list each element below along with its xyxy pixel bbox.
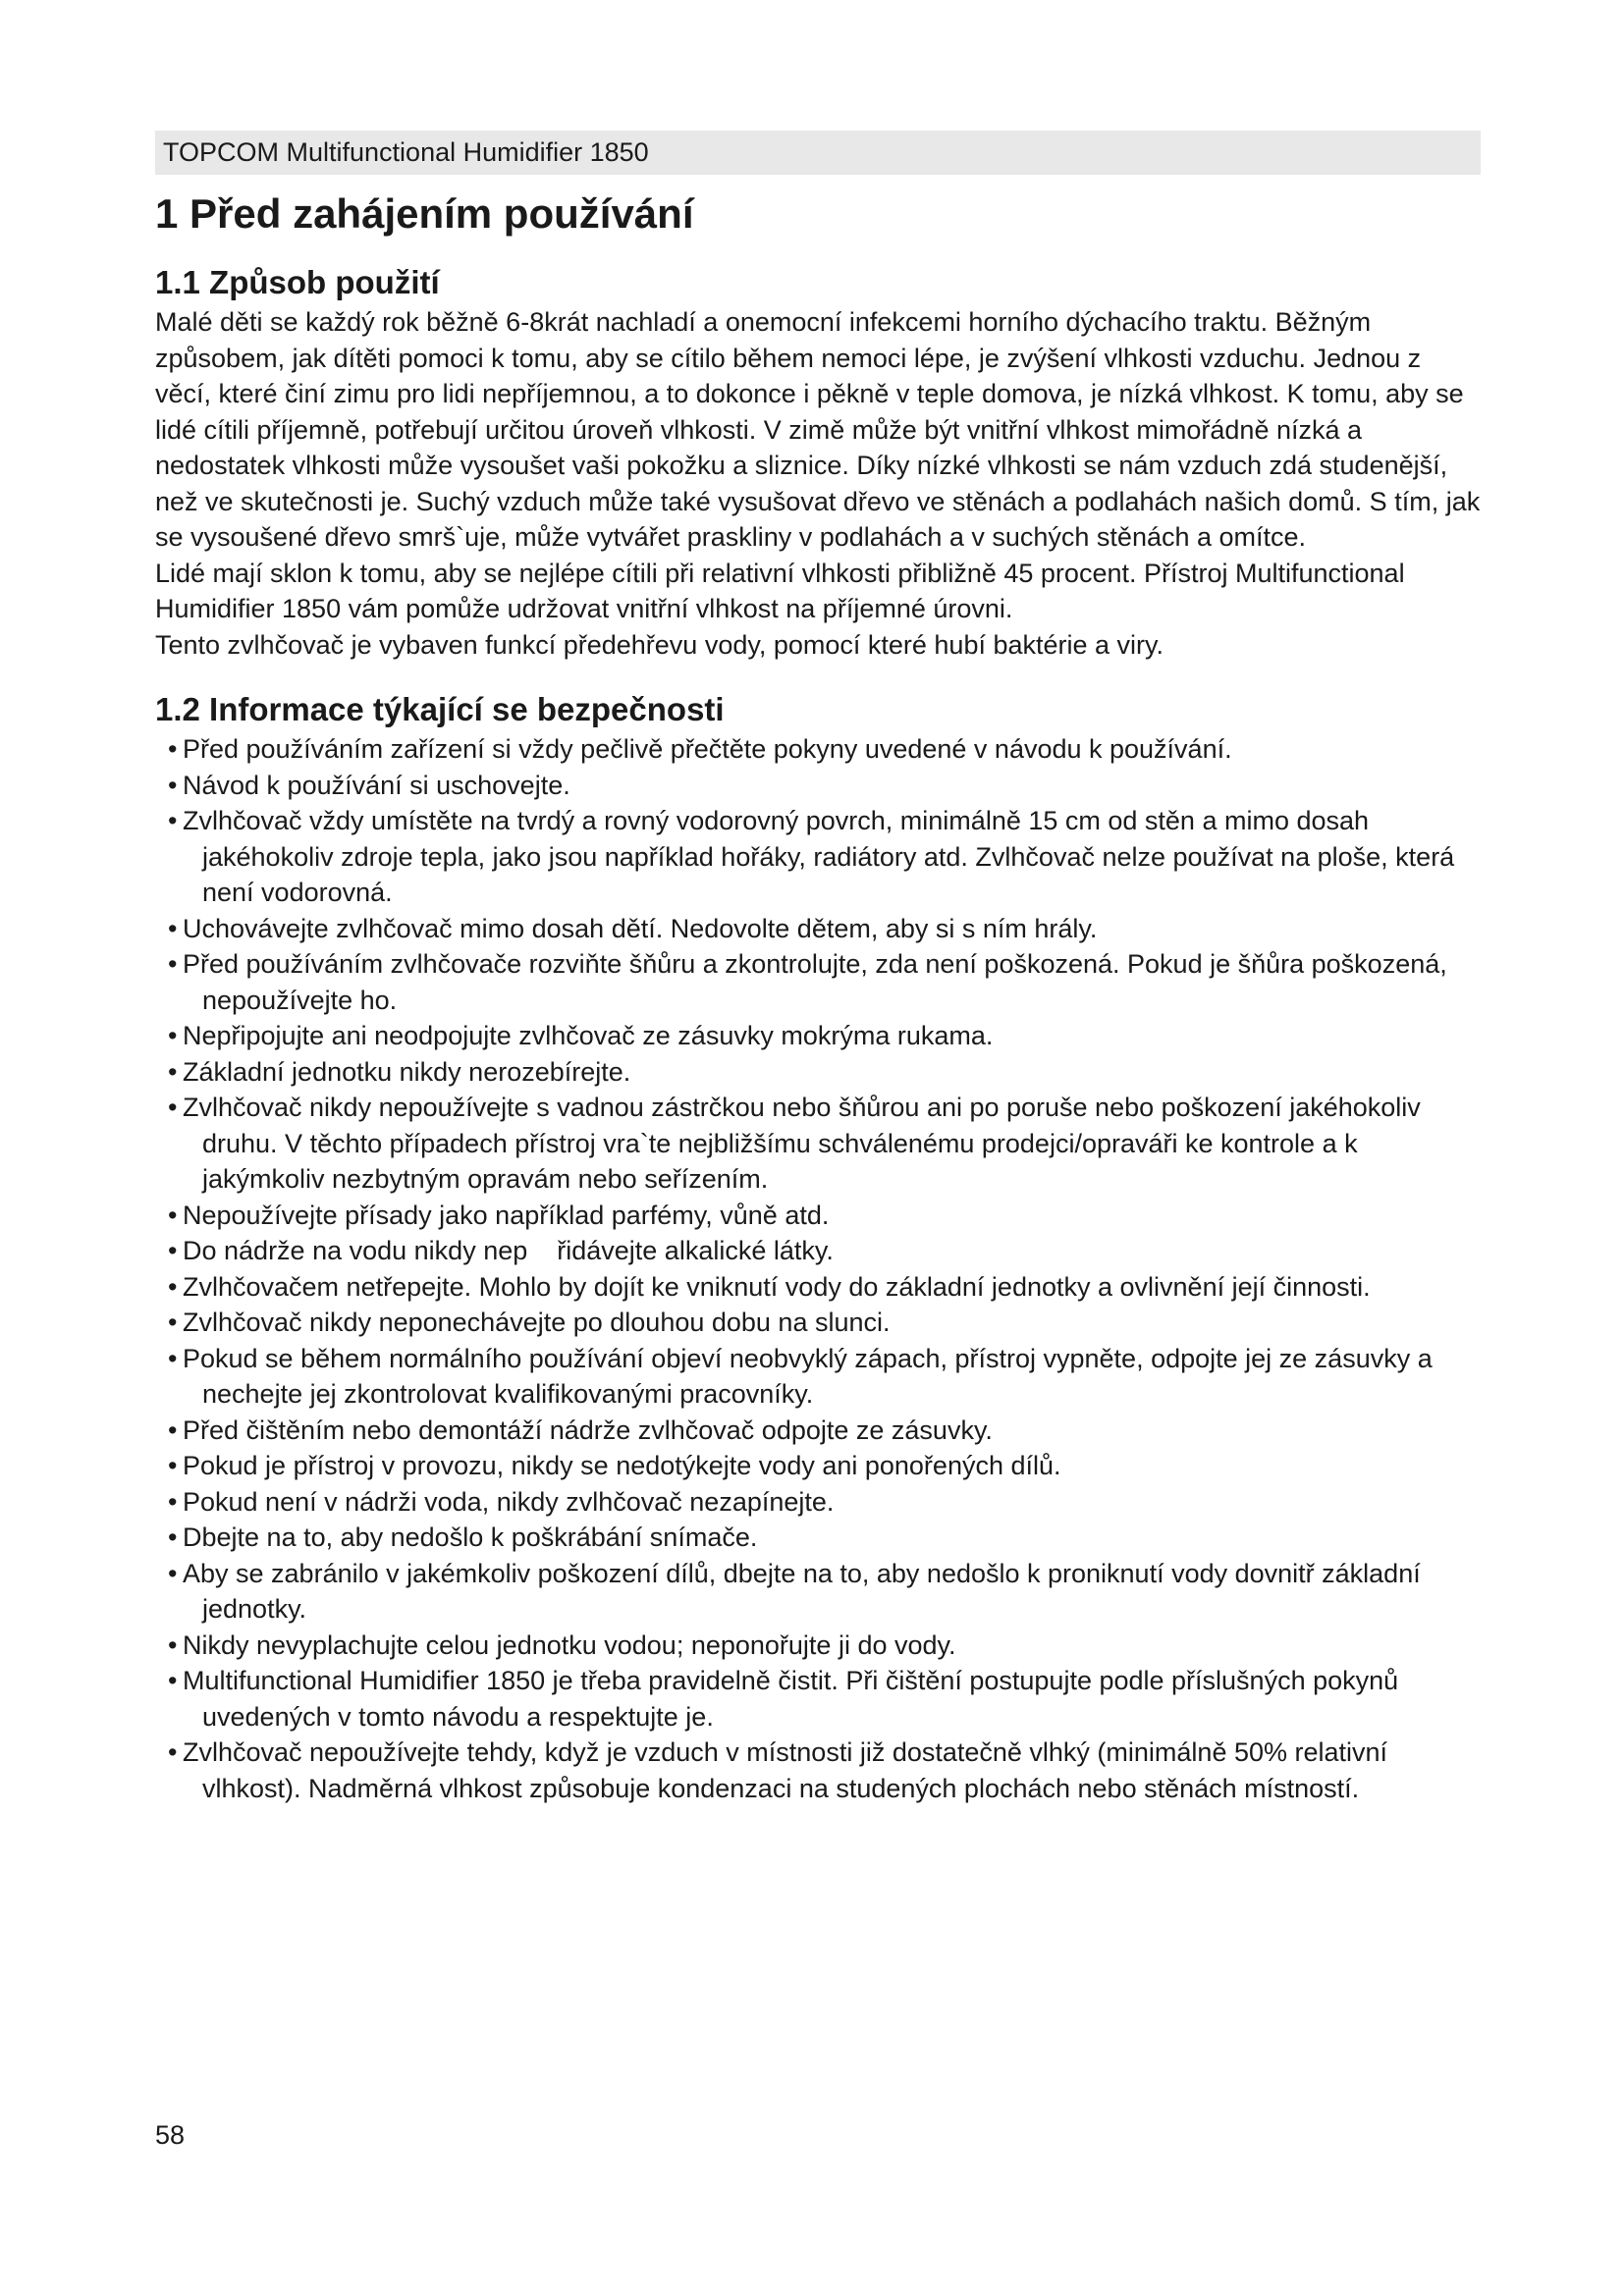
bullet-icon: • <box>168 949 178 979</box>
bullet-icon: • <box>168 770 178 800</box>
list-item: • Zvlhčovač nikdy neponechávejte po dlouhou dobu na slunci. <box>155 1305 1481 1341</box>
list-item: • Aby se zabránilo v jakémkoliv poškození dílů, dbejte na to, aby nedošlo k proniknutí vody dovnitř základní jednotky. <box>155 1556 1481 1628</box>
bullet-icon: • <box>168 1451 178 1480</box>
list-item: • Zvlhčovač nikdy nepoužívejte s vadnou zástrčkou nebo šňůrou ani po poruše nebo poškození jakéhokoliv druhu. V těchto případech přístroj vra`te nejbližšímu schválenému prodejci/opraváři ke kontrole a k jakýmkoliv nezbytným opravám nebo seřízením. <box>155 1090 1481 1198</box>
safety-list <box>155 731 1481 1806</box>
bullet-icon: • <box>168 913 178 943</box>
bullet-icon: • <box>168 806 178 835</box>
bullet-icon: • <box>168 1093 178 1122</box>
running-header <box>155 131 1481 175</box>
bullet-icon: • <box>168 1522 178 1552</box>
bullet-icon: • <box>168 1415 178 1445</box>
bullet-icon: • <box>168 1056 178 1087</box>
list-item: • Zvlhčovačem netřepejte. Mohlo by dojít ke vniknutí vody do základní jednotky a ovlivnění její činnosti. <box>155 1269 1481 1306</box>
list-item: • Multifunctional Humidifier 1850 je třeba pravidelně čistit. Při čištění postupujte podle příslušných pokynů uvedených v tomto návodu a respektujte je. <box>155 1663 1481 1735</box>
list-item: • Nikdy nevyplachujte celou jednotku vodou; neponořujte ji do vody. <box>155 1628 1481 1664</box>
list-item: • Před čištěním nebo demontáží nádrže zvlhčovač odpojte ze zásuvky. <box>155 1413 1481 1449</box>
section-1-1-body <box>155 304 1481 663</box>
bullet-icon: • <box>168 1271 178 1302</box>
paragraph: Malé děti se každý rok běžně 6-8krát nachladí a onemocní infekcemi horního dýchacího traktu. Běžným způsobem, jak dítěti pomoci k tomu, aby se cítilo během nemoci lépe, je zvýšení vlhkosti vzduchu. Jednou z věcí, které činí zimu pro lidi nepříjemnou, a to dokonce i pěkně v teple domova, je nízká vlhkost. K tomu, aby se lidé cítili příjemně, potřebují určitou úroveň vlhkosti. V zimě může být vnitřní vlhkost mimořádně nízká a nedostatek vlhkosti může vysoušet vaši pokožku a sliznice. Díky nízké vlhkosti se nám vzduch zdá studenější, než ve skutečnosti je. Suchý vzduch může také vysušovat dřevo ve stěnách a podlahách našich domů. S tím, jak se vysoušené dřevo smrš`uje, může vytvářet praskliny v podlahách a v suchých stěnách a omítce. <box>155 307 1481 552</box>
section-1-2-title: 1.2 Informace týkající se bezpečnosti <box>155 691 725 727</box>
bullet-icon: • <box>168 1200 178 1230</box>
list-item: • Pokud se během normálního používání objeví neobvyklý zápach, přístroj vypněte, odpojte jej ze zásuvky a nechejte jej zkontrolovat kvalifikovanými pracovníky. <box>155 1341 1481 1413</box>
list-item: • Nepoužívejte přísady jako například parfémy, vůně atd. <box>155 1198 1481 1234</box>
bullet-icon: • <box>168 1666 178 1695</box>
document-page <box>155 131 1481 1806</box>
list-item: • Zvlhčovač nepoužívejte tehdy, když je vzduch v místnosti již dostatečně vlhký (minimálně 50% relativní vlhkost). Nadměrná vlhkost způsobuje kondenzaci na studených plochách nebo stěnách místností. <box>155 1735 1481 1806</box>
list-item: • Pokud je přístroj v provozu, nikdy se nedotýkejte vody ani ponořených dílů. <box>155 1448 1481 1484</box>
bullet-icon: • <box>168 1236 178 1265</box>
bullet-icon: • <box>168 1629 178 1660</box>
list-item: • Základní jednotku nikdy nerozebírejte. <box>155 1054 1481 1091</box>
bullet-icon: • <box>168 734 178 764</box>
bullet-icon: • <box>168 1021 178 1050</box>
list-item: • Zvlhčovač vždy umístěte na tvrdý a rovný vodorovný povrch, minimálně 15 cm od stěn a mimo dosah jakéhokoliv zdroje tepla, jako jsou například hořáky, radiátory atd. Zvlhčovač nelze používat na ploše, která není vodorovná. <box>155 803 1481 911</box>
list-item: • Uchovávejte zvlhčovač mimo dosah dětí. Nedovolte dětem, aby si s ním hrály. <box>155 911 1481 947</box>
list-item: • Pokud není v nádrži voda, nikdy zvlhčovač nezapínejte. <box>155 1484 1481 1521</box>
bullet-icon: • <box>168 1486 178 1517</box>
bullet-icon: • <box>168 1308 178 1337</box>
list-item: • Před používáním zařízení si vždy pečlivě přečtěte pokyny uvedené v návodu k používání. <box>155 731 1481 768</box>
paragraph: Tento zvlhčovač je vybaven funkcí předehřevu vody, pomocí které hubí baktérie a viry. <box>155 629 1164 660</box>
bullet-icon: • <box>168 1558 178 1588</box>
section-1-1-title: 1.1 Způsob použití <box>155 264 440 300</box>
list-item: • Před používáním zvlhčovače rozviňte šňůru a zkontrolujte, zda není poškozená. Pokud je šňůra poškozená, nepoužívejte ho. <box>155 946 1481 1018</box>
header-title: TOPCOM Multifunctional Humidifier 1850 <box>163 137 649 167</box>
list-item: • Návod k používání si uschovejte. <box>155 768 1481 804</box>
list-item: • Do nádrže na vodu nikdy nep řidávejte alkalické látky. <box>155 1233 1481 1269</box>
bullet-icon: • <box>168 1737 178 1767</box>
chapter-title: 1 Před zahájením používání <box>155 190 694 237</box>
list-item: • Dbejte na to, aby nedošlo k poškrábání snímače. <box>155 1520 1481 1556</box>
list-item: • Nepřipojujte ani neodpojujte zvlhčovač ze zásuvky mokrýma rukama. <box>155 1018 1481 1054</box>
paragraph: Lidé mají sklon k tomu, aby se nejlépe cítili při relativní vlhkosti přibližně 45 procent. Přístroj Multifunctional Humidifier 1850 vám pomůže udržovat vnitřní vlhkost na příjemné úrovni. <box>155 558 1405 623</box>
page-number: 58 <box>155 2120 186 2150</box>
bullet-icon: • <box>168 1343 178 1373</box>
